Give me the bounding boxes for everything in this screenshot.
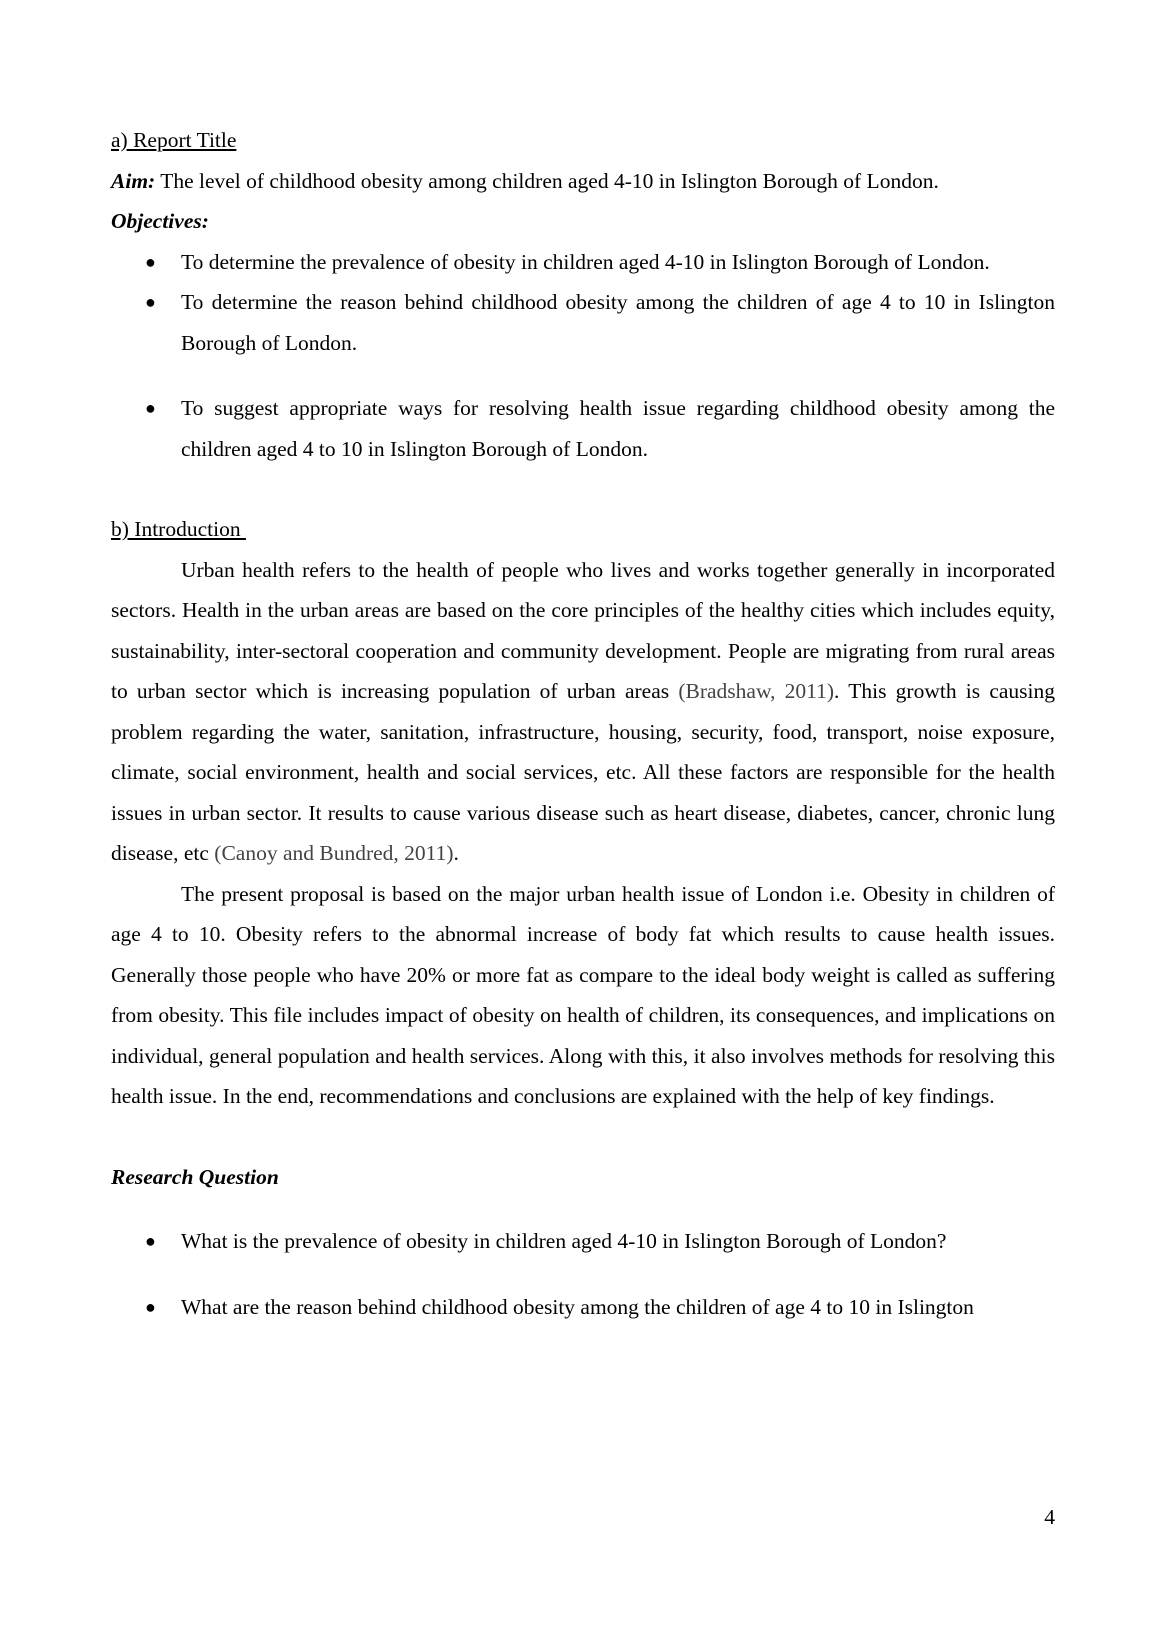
bullet-icon: ● bbox=[145, 1296, 156, 1317]
citation-bradshaw: (Bradshaw, 2011) bbox=[678, 679, 835, 703]
intro-paragraph-2: The present proposal is based on the major urban health issue of London i.e. Obesity in children of age 4 to 10. Obesity refers to the abnormal increase of body fat which results to cause health issues. Generally those people who have 20% or more fat as compare to the ideal body weight is called as suffering from obesity. This file includes impact of obesity on health of children, its consequences, and implications on individual, general population and health services. Along with this, it also involves methods for resolving this health issue. In the end, recommendations and conclusions are explained with the help of key findings. bbox=[111, 881, 1055, 1108]
research-questions-list bbox=[111, 1221, 1055, 1327]
page-number: 4 bbox=[1044, 1505, 1055, 1529]
research-question-item-1: ● What is the prevalence of obesity in children aged 4-10 in Islington Borough of London? bbox=[111, 1221, 1055, 1262]
research-question-item-2: ● What are the reason behind childhood obesity among the children of age 4 to 10 in Islington bbox=[111, 1287, 1055, 1328]
objectives-label: Objectives: bbox=[111, 209, 209, 233]
objective-item-1: ● To determine the prevalence of obesity in children aged 4-10 in Islington Borough of London. bbox=[111, 242, 1055, 283]
aim-label: Aim: bbox=[111, 168, 156, 193]
introduction-heading: b) Introduction bbox=[111, 517, 246, 541]
aim-line bbox=[111, 161, 1055, 202]
report-title-heading: a) Report Title bbox=[111, 128, 237, 152]
research-question-heading: Research Question bbox=[111, 1164, 279, 1189]
citation-canoy-bundred: (Canoy and Bundred, 2011) bbox=[214, 841, 454, 865]
bullet-icon: ● bbox=[145, 1231, 156, 1251]
bullet-icon: ● bbox=[145, 398, 156, 418]
objective-item-2: ● To determine the reason behind childhood obesity among the children of age 4 to 10 in Islington Borough of London. bbox=[111, 282, 1055, 363]
bullet-icon: ● bbox=[145, 251, 156, 272]
intro-paragraph-1: Urban health refers to the health of people who lives and works together generally in incorporated sectors. Health in the urban areas are based on the core principles of the healthy cities which includes equity, sustainability, inter-sectoral cooperation and community development. People are migrating from rural areas to urban sector which is increasing population of urban areas (Bradshaw, 2011). This growth is causing problem regarding the water, sanitation, infrastructure, housing, security, food, transport, noise exposure, climate, social environment, health and social services, etc. All these factors are responsible for the health issues in urban sector. It results to cause various disease such as heart disease, diabetes, cancer, chronic lung disease, etc (Canoy and Bundred, 2011). bbox=[111, 557, 1056, 865]
aim-text: The level of childhood obesity among children aged 4-10 in Islington Borough of London. bbox=[155, 168, 939, 193]
objectives-list bbox=[111, 242, 1055, 470]
objective-item-3: ● To suggest appropriate ways for resolving health issue regarding childhood obesity among the children aged 4 to 10 in Islington Borough of London. bbox=[111, 388, 1055, 469]
bullet-icon: ● bbox=[145, 292, 156, 312]
page-content bbox=[111, 120, 1055, 1327]
